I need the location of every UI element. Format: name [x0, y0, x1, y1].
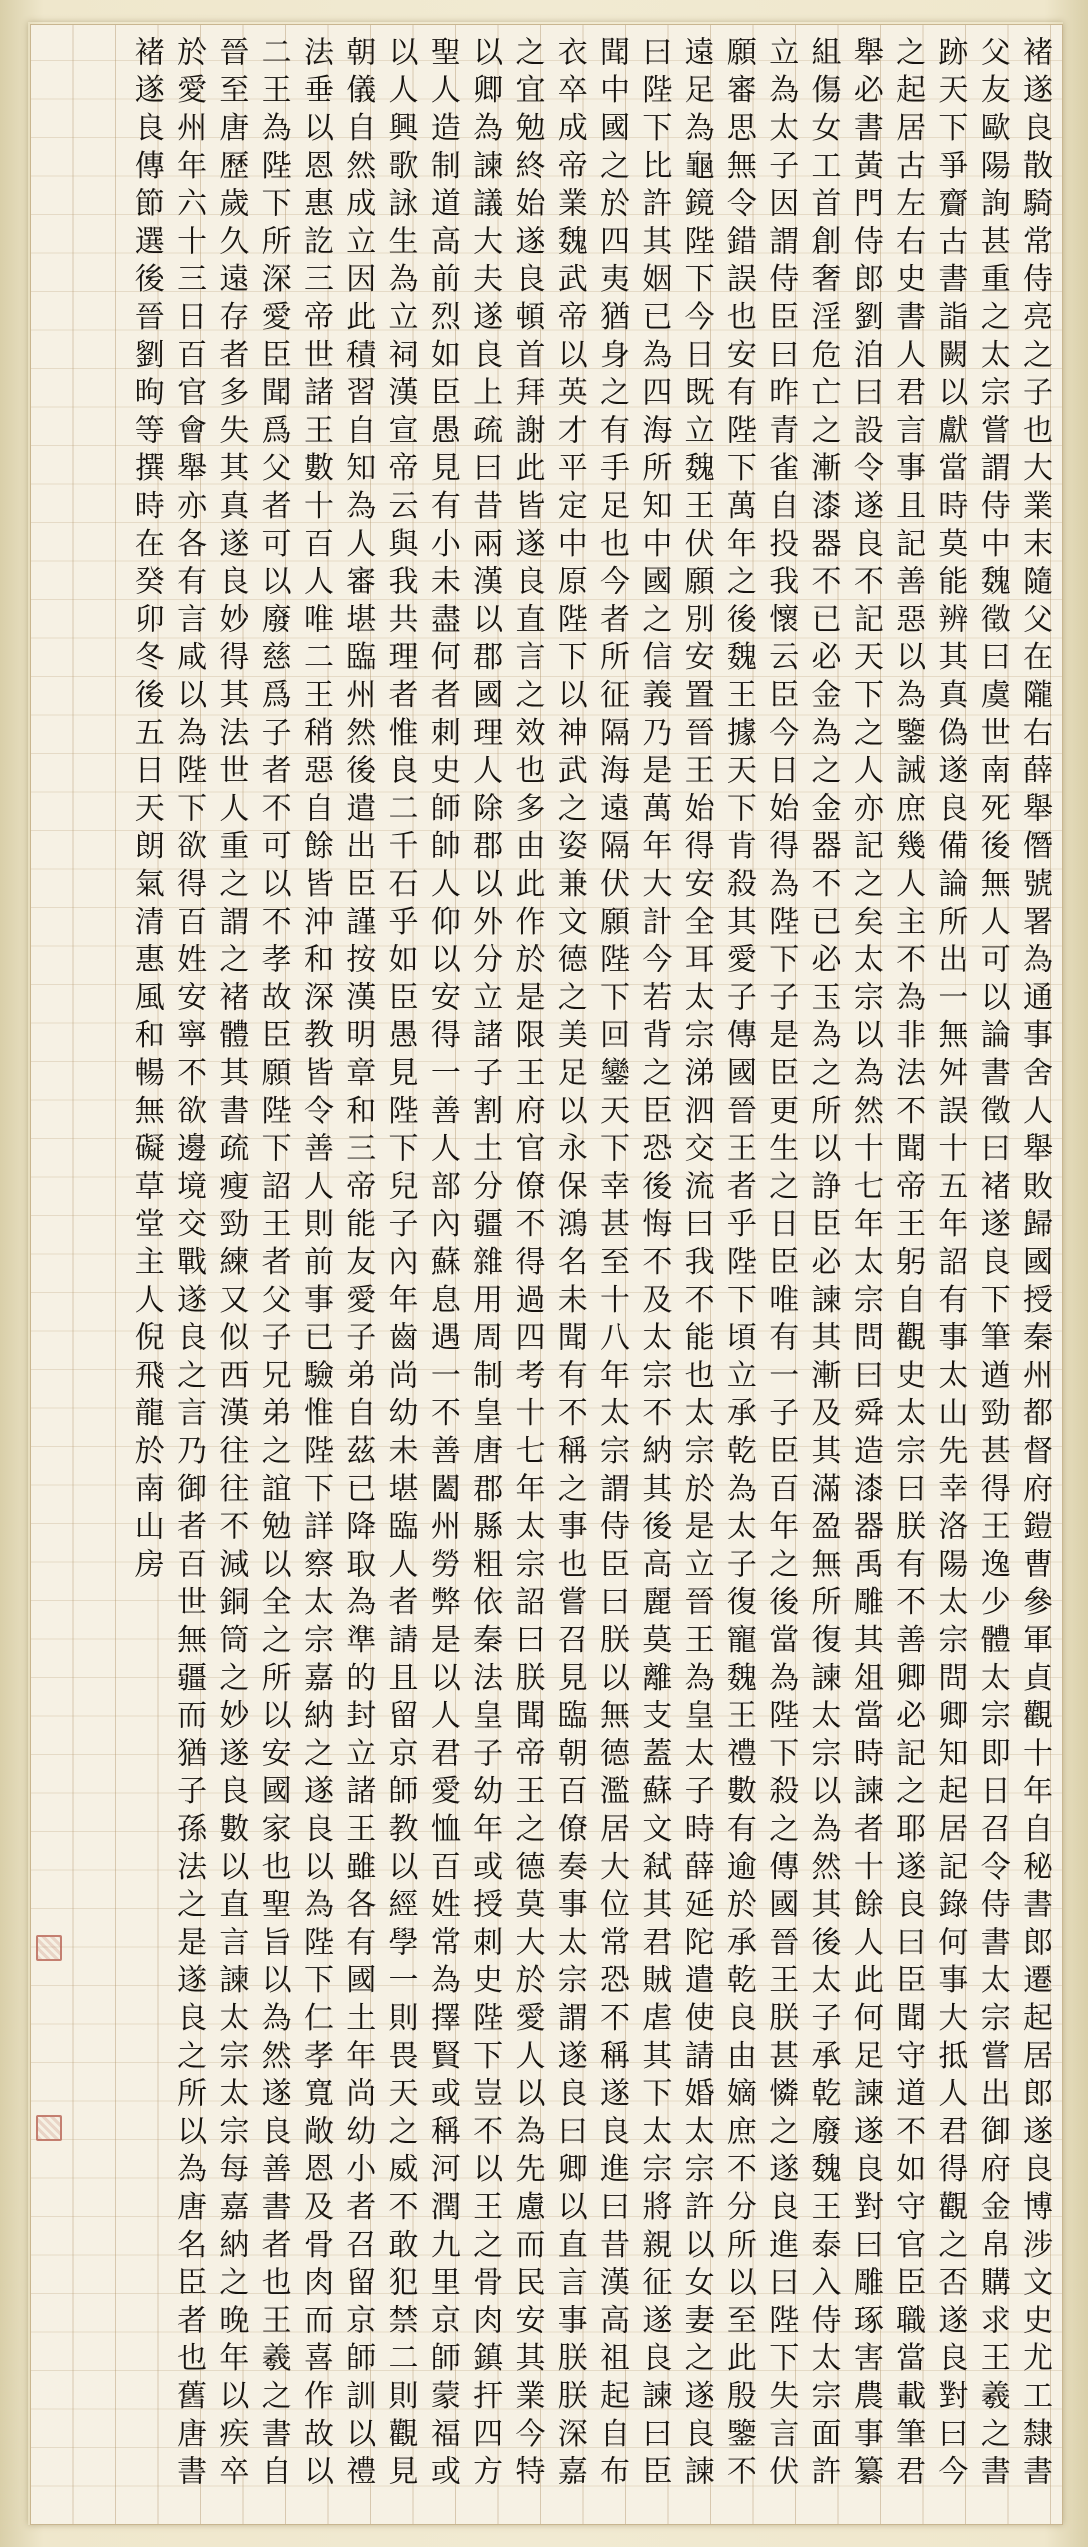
seal-icon: [36, 2115, 62, 2141]
seal-icon: [36, 1935, 62, 1961]
calligraphy-inscription: 褚遂良散騎常侍亮之子也大業末隨父在隴右薛舉僭號署為通事舍人舉敗歸國授秦州都督府鎧曹參軍貞觀十年自秘書郎遷起居郎遂良博涉文史尤工隸書父友歐陽詢甚重之太宗嘗謂侍中魏徵曰虞世南死後無人可以論書徵曰褚遂良下筆遒勁甚得王逸少體太宗即日召令侍書太宗嘗出御府金帛購求王羲之書跡天下爭齎古書詣闕以獻當時莫能辨其真偽遂良備論所出一無舛誤十五年詔有事太山先幸洛陽太宗問卿知起居記錄何事大抵人君得觀之否遂良對曰今之起居古左右史書人君言事且記善惡以為鑒誡庶幾人主不為非法不聞帝王躬自觀史太宗曰朕有不善卿必記之耶遂良曰臣聞守道不如守官臣職當載筆君舉必書黃門侍郎劉洎曰設令遂良不記天下之人亦記之矣太宗以為然十七年太宗問曰舜造漆器禹雕其俎當時諫者十餘人此何足諫遂良對曰雕琢害農事纂組傷女工首創奢淫危亡之漸漆器不已必金為之金器不已必玉為之所以諍臣必諫其漸及其滿盈無所復諫太宗以為然其後太子承乾廢魏王泰入侍太宗面許立為太子因謂侍臣曰昨青雀自投我懷云臣今日始得為陛下子是臣更生之日臣唯有一子臣百年之後當為陛下殺之傳國晉王朕甚憐之遂良進曰陛下失言伏願審思無令錯誤也安有陛下萬年之後魏王據天下肯殺其愛子傳國晉王者乎陛下頃立承乾為太子復寵魏王禮數有逾於承乾良由嫡庶不分所以至此殷鑒不遠足為龜鏡陛下今日既立魏王伏願別安置晉王始得安全耳太宗涕泗交流曰我不能也太宗於是立晉王為皇太子時薛延陀遣使請婚太宗許以女妻之遂良諫曰陛下比許其姻已為四海所知中國之信義乃是萬年大計今若背之臣恐後悔不及太宗不納其後高麗莫離支蓋蘇文弒其君賊虐其下太宗將親征遂良諫曰臣聞中國之於四夷猶身之有手足也今者所征隔海遠隔伏願陛下回鑾天下幸甚至十八年太宗謂侍臣曰朕以無德濫居大位常恐不稱遂良進曰昔漢高祖起自布衣卒成帝業魏武帝以英才平定中原陛下以神武之姿兼文德之美足以永保鴻名未聞有不稱之事也嘗召見臨朝百僚奏事太宗謂遂良曰卿以直言事朕朕深嘉之宜勉終始遂良頓首拜謝此皆遂良直言之效也多由此作於是限王府官僚不得過四考十七年太宗詔曰朕聞帝王之德莫大於愛人以為先慮而民安其業今特以卿為諫議大夫遂良上疏曰昔兩漢以郡國理人除郡以外分立諸子割土分疆雜用周制皇唐郡縣粗依秦法皇子幼年或授刺史陛下豈不以王之骨肉鎮扞四方聖人造制道高前烈如臣愚見有小未盡何者刺史師帥人仰以安得一善人部內蘇息遇一不善闔州勞弊是以人君愛恤百姓常為擇賢或稱河潤九里京師蒙福或以人興歌詠生為立祠漢宣帝云與我共理者惟良二千石乎如臣愚見陛下兒子內年齒尚幼未堪臨人者請且留京師教以經學一則畏天之威不敢犯禁二則觀見朝儀自然成立因此積習自知為人審堪臨州然後遣出臣謹按漢明章和三帝能友愛子弟自茲已降取為準的封立諸王雖各有國土年尚幼小者召留京師訓以禮法垂以恩惠訖三帝世諸王數十百人唯二王稍惡自餘皆沖和深教皆令善人則前事已驗惟陛下詳察太宗嘉納之遂良以為陛下仁孝寬敞恩及骨肉而喜作故以二王為陛下所深愛臣聞爲父者可以廢慈爲子者不可以不孝故臣願陛下詔王者父子兄弟之誼勉以全之所以安國家也聖旨以為然遂良善書者也王羲之書自晉至唐歷歲久遠存者多失其真遂良妙得其法世人重之謂之褚體其書疏瘦勁練又似西漢往往不減銅筒之妙遂良數以直言諫太宗太宗每嘉納之晚年以疾卒於愛州年六十三日百官會舉亦各有言咸以為陛下欲得百姓安寧不欲邊境交戰遂良之言乃御者百世無疆而猶子孫法之是遂良之所以為唐名臣者也舊唐書褚遂良傳節選後晉劉昫等撰時在癸卯冬後五日天朗氣清惠風和暢無礙草堂主人倪飛龍於南山房: [128, 36, 1052, 2493]
calligraphy-column-block: [40, 36, 1055, 2516]
